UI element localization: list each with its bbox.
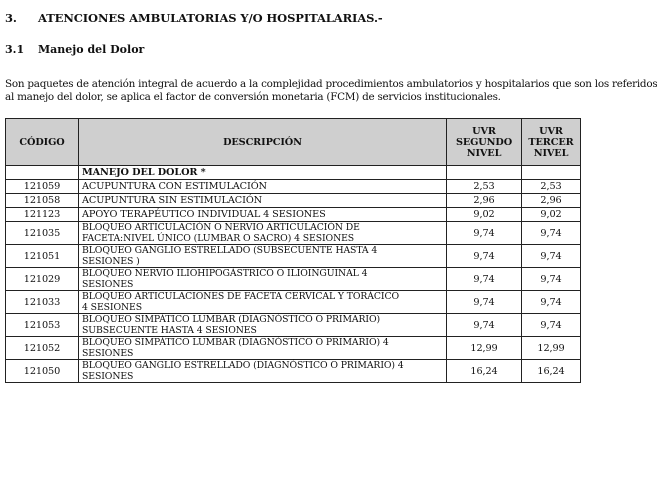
- table-header: [6, 119, 581, 166]
- intro-paragraph: [5, 78, 657, 104]
- description-line: BLOQUEO ARTICULACIÓN O NERVIO ARTICULACIÓN DE: [82, 222, 360, 233]
- uvr-second-cell: 9,74: [447, 245, 522, 268]
- section-number: 3.: [5, 11, 17, 25]
- code-cell: 121059: [6, 180, 79, 194]
- table-row: [6, 180, 581, 194]
- description-line: BLOQUEO GANGLIO ESTRELLADO (SUBSECUENTE HASTA 4: [82, 245, 378, 256]
- table-row: [6, 337, 581, 360]
- header-line: SEGUNDO: [455, 136, 513, 148]
- header-row: [6, 119, 581, 166]
- description-line: BLOQUEO SIMPÁTICO LUMBAR (DIAGNÓSTICO O PRIMARIO): [82, 314, 381, 325]
- code-cell: 121058: [6, 194, 79, 208]
- table-row: [6, 194, 581, 208]
- description-line: BLOQUEO NERVIO ILIOHIPOGÁSTRICO O ILIOINGUINAL 4: [82, 268, 368, 279]
- uvr-second-cell: 16,24: [447, 360, 522, 383]
- uvr-second-cell: 9,74: [447, 222, 522, 245]
- uvr-second-cell: 2,53: [447, 180, 522, 194]
- table-row: [6, 268, 581, 291]
- description-line: SESIONES: [82, 348, 134, 359]
- uvr-third-level-header: [522, 119, 581, 166]
- uvr-second-cell: 9,74: [447, 314, 522, 337]
- description-line: FACETA:NIVEL ÚNICO (LUMBAR O SACRO) 4 SESIONES: [82, 233, 355, 244]
- uvr-second-cell: 2,96: [447, 194, 522, 208]
- table-row: [6, 222, 581, 245]
- description-cell: [79, 337, 447, 360]
- uvr-third-cell: 12,99: [522, 337, 581, 360]
- uvr-second-cell: 9,74: [447, 268, 522, 291]
- table-row: [6, 291, 581, 314]
- description-cell: [79, 314, 447, 337]
- code-column-header: CÓDIGO: [6, 119, 79, 166]
- description-cell: [79, 268, 447, 291]
- table-row: [6, 245, 581, 268]
- uvr-third-cell: 9,74: [522, 291, 581, 314]
- header-line: NIVEL: [466, 147, 502, 159]
- uvr-second-cell: 9,02: [447, 208, 522, 222]
- description-cell: [79, 208, 447, 222]
- description-line: ACUPUNTURA CON ESTIMULACIÓN: [82, 181, 267, 192]
- header-line: UVR: [472, 125, 496, 137]
- description-line: BLOQUEO SIMPÁTICO LUMBAR (DIAGNÓSTICO O PRIMARIO) 4: [82, 337, 389, 348]
- subsection-heading: [5, 43, 144, 56]
- subsection-number: 3.1: [5, 43, 25, 56]
- uvr-second-cell: 9,74: [447, 291, 522, 314]
- uvr-third-cell: 16,24: [522, 360, 581, 383]
- description-line: 4 SESIONES: [82, 302, 142, 313]
- empty-cell: [447, 166, 522, 180]
- group-row: [6, 166, 581, 180]
- code-cell: 121053: [6, 314, 79, 337]
- description-line: ACUPUNTURA SIN ESTIMULACIÓN: [82, 195, 263, 206]
- table-row: [6, 208, 581, 222]
- description-line: SESIONES: [82, 279, 134, 290]
- section-title: ATENCIONES AMBULATORIAS Y/O HOSPITALARIAS.-: [38, 11, 383, 25]
- uvr-third-cell: 9,74: [522, 222, 581, 245]
- procedures-table: [5, 118, 581, 383]
- uvr-third-cell: 9,74: [522, 245, 581, 268]
- header-line: NIVEL: [533, 147, 569, 159]
- uvr-third-cell: 2,53: [522, 180, 581, 194]
- description-line: APOYO TERAPÉUTICO INDIVIDUAL 4 SESIONES: [82, 209, 326, 220]
- uvr-third-cell: 9,74: [522, 314, 581, 337]
- header-line: TERCER: [528, 136, 574, 148]
- description-line: SESIONES ): [82, 256, 140, 267]
- description-cell: [79, 222, 447, 245]
- group-label: MANEJO DEL DOLOR *: [79, 166, 447, 180]
- code-cell: 121035: [6, 222, 79, 245]
- uvr-third-cell: 9,74: [522, 268, 581, 291]
- code-cell: 121051: [6, 245, 79, 268]
- description-cell: [79, 291, 447, 314]
- empty-cell: [522, 166, 581, 180]
- table-row: [6, 314, 581, 337]
- empty-cell: [6, 166, 79, 180]
- code-cell: 121033: [6, 291, 79, 314]
- subsection-title: Manejo del Dolor: [38, 43, 145, 56]
- code-cell: 121052: [6, 337, 79, 360]
- code-cell: 121050: [6, 360, 79, 383]
- description-cell: [79, 180, 447, 194]
- uvr-second-level-header: [447, 119, 522, 166]
- uvr-second-cell: 12,99: [447, 337, 522, 360]
- code-cell: 121029: [6, 268, 79, 291]
- uvr-third-cell: 2,96: [522, 194, 581, 208]
- header-line: UVR: [539, 125, 563, 137]
- uvr-third-cell: 9,02: [522, 208, 581, 222]
- description-line: SESIONES: [82, 371, 134, 382]
- code-cell: 121123: [6, 208, 79, 222]
- intro-line: Son paquetes de atención integral de acuerdo a la complejidad procedimientos ambulatorios y hospitalarios que son los referidos: [5, 78, 657, 90]
- description-cell: [79, 194, 447, 208]
- description-line: SUBSECUENTE HASTA 4 SESIONES: [82, 325, 257, 336]
- description-line: BLOQUEO GANGLIO ESTRELLADO (DIAGNÓSTICO O PRIMARIO) 4: [82, 360, 404, 371]
- description-column-header: DESCRIPCIÓN: [79, 119, 447, 166]
- description-cell: [79, 245, 447, 268]
- description-cell: [79, 360, 447, 383]
- table-row: [6, 360, 581, 383]
- intro-line: al manejo del dolor, se aplica el factor de conversión monetaria (FCM) de servicios institucionales.: [5, 91, 501, 103]
- table-body: [6, 166, 581, 383]
- section-heading: [5, 11, 383, 25]
- description-line: BLOQUEO ARTICULACIONES DE FACETA CERVICAL Y TORÁCICO: [82, 291, 400, 302]
